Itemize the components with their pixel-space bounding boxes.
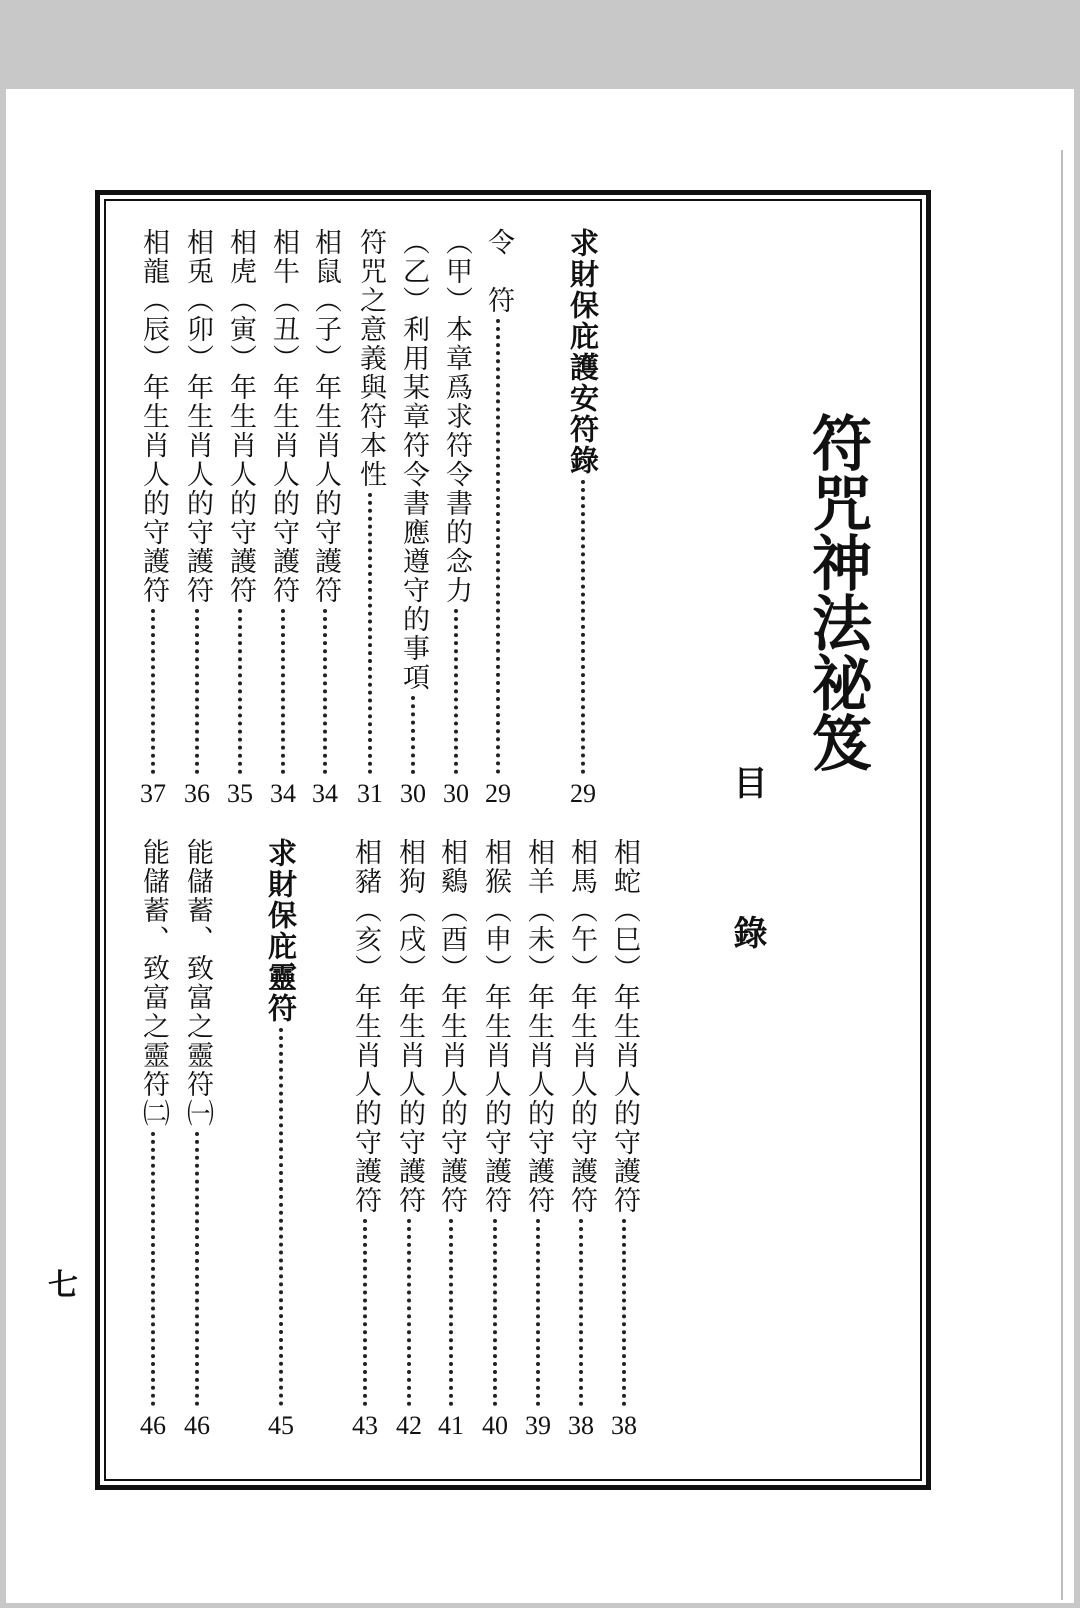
toc-leader-dots <box>581 480 585 774</box>
toc-page-number: 41 <box>438 1411 464 1440</box>
toc-page-number: 38 <box>611 1411 637 1440</box>
toc-entry <box>178 228 216 808</box>
toc-entry-text: 相豬（亥）年生肖人的守護符 <box>350 838 381 1215</box>
toc-entry-text: 相狗（戌）年生肖人的守護符 <box>394 838 425 1215</box>
toc-page-number: 38 <box>568 1411 594 1440</box>
toc-entry <box>264 228 302 808</box>
toc-entry-text: 相猴（申）年生肖人的守護符 <box>480 838 511 1215</box>
toc-page-number: 31 <box>357 779 383 808</box>
toc-entry-text: 相鼠（子）年生肖人的守護符 <box>310 228 341 605</box>
toc-leader-dots <box>281 609 285 774</box>
toc-title: 目 錄 <box>727 765 767 1001</box>
toc-entry-text: 能儲蓄、致富之靈符㈠ <box>182 838 213 1128</box>
toc-page-number: 46 <box>184 1411 210 1440</box>
toc-page-number: 39 <box>525 1411 551 1440</box>
toc-entry-text: （乙）利用某章符令書應遵守的事項 <box>398 228 429 692</box>
toc-entry-text: 相虎（寅）年生肖人的守護符 <box>225 228 256 605</box>
toc-leader-dots <box>323 609 327 774</box>
toc-entry <box>437 228 475 808</box>
toc-leader-dots <box>449 1219 453 1406</box>
toc-entry <box>432 838 470 1440</box>
toc-leader-dots <box>536 1219 540 1406</box>
toc-leader-dots <box>151 609 155 774</box>
toc-leader-dots <box>579 1219 583 1406</box>
book-title: 符咒神法祕笈 <box>802 412 872 772</box>
toc-page-number: 45 <box>268 1411 294 1440</box>
toc-section-heading: 求財保庇靈符 <box>264 838 298 1024</box>
page-number: 七 <box>48 1268 78 1303</box>
toc-entry-text: 相鷄（酉）年生肖人的守護符 <box>436 838 467 1215</box>
toc-entry <box>346 838 384 1440</box>
toc-page-number: 35 <box>227 779 253 808</box>
toc-entry-text: 能儲蓄、致富之靈符㈡ <box>138 838 169 1128</box>
toc-page-number: 36 <box>184 779 210 808</box>
toc-entry-text: （甲）本章爲求符令書的念力 <box>441 228 472 605</box>
toc-page-number: 42 <box>396 1411 422 1440</box>
toc-entry <box>221 228 259 808</box>
toc-page-number: 30 <box>400 779 426 808</box>
toc-entry <box>605 838 643 1440</box>
toc-leader-dots <box>151 1132 155 1406</box>
toc-leader-dots <box>622 1219 626 1406</box>
toc-leader-dots <box>411 696 415 774</box>
toc-page-number: 46 <box>140 1411 166 1440</box>
toc-entry-text: 相羊（未）年生肖人的守護符 <box>523 838 554 1215</box>
toc-page-number: 30 <box>443 779 469 808</box>
toc-leader-dots <box>195 1132 199 1406</box>
toc-page-number: 34 <box>270 779 296 808</box>
toc-leader-dots <box>368 493 372 774</box>
toc-page-number: 37 <box>140 779 166 808</box>
toc-leader-dots <box>279 1028 283 1406</box>
toc-page-number: 43 <box>352 1411 378 1440</box>
toc-leader-dots <box>493 1219 497 1406</box>
toc-leader-dots <box>195 609 199 774</box>
toc-entry <box>479 228 517 808</box>
toc-entry-text: 相蛇（巳）年生肖人的守護符 <box>609 838 640 1215</box>
toc-entry-text: 相牛（丑）年生肖人的守護符 <box>268 228 299 605</box>
toc-entry <box>390 838 428 1440</box>
toc-entry <box>178 838 216 1440</box>
toc-leader-dots <box>363 1219 367 1406</box>
toc-entry <box>351 228 389 808</box>
toc-entry <box>262 838 300 1440</box>
toc-leader-dots <box>496 319 500 774</box>
toc-page-number: 40 <box>482 1411 508 1440</box>
toc-page-number: 29 <box>485 779 511 808</box>
toc-page-number: 34 <box>312 779 338 808</box>
page-edge-line <box>1061 150 1063 1600</box>
toc-entry <box>562 838 600 1440</box>
toc-entry <box>519 838 557 1440</box>
toc-entry <box>134 228 172 808</box>
toc-page-number: 29 <box>570 779 596 808</box>
toc-entry-text: 相兎（卯）年生肖人的守護符 <box>182 228 213 605</box>
toc-entry <box>306 228 344 808</box>
toc-entry <box>564 228 602 808</box>
toc-entry-text: 相龍（辰）年生肖人的守護符 <box>138 228 169 605</box>
toc-leader-dots <box>238 609 242 774</box>
toc-entry <box>134 838 172 1440</box>
toc-entry-text: 令 符 <box>483 228 514 315</box>
toc-entry-text: 相馬（午）年生肖人的守護符 <box>566 838 597 1215</box>
toc-leader-dots <box>454 609 458 774</box>
toc-entry <box>476 838 514 1440</box>
toc-section-heading: 求財保庇護安符錄 <box>566 228 600 476</box>
toc-leader-dots <box>407 1219 411 1406</box>
toc-entry <box>394 228 432 808</box>
toc-entry-text: 符咒之意義與符本性 <box>355 228 386 489</box>
